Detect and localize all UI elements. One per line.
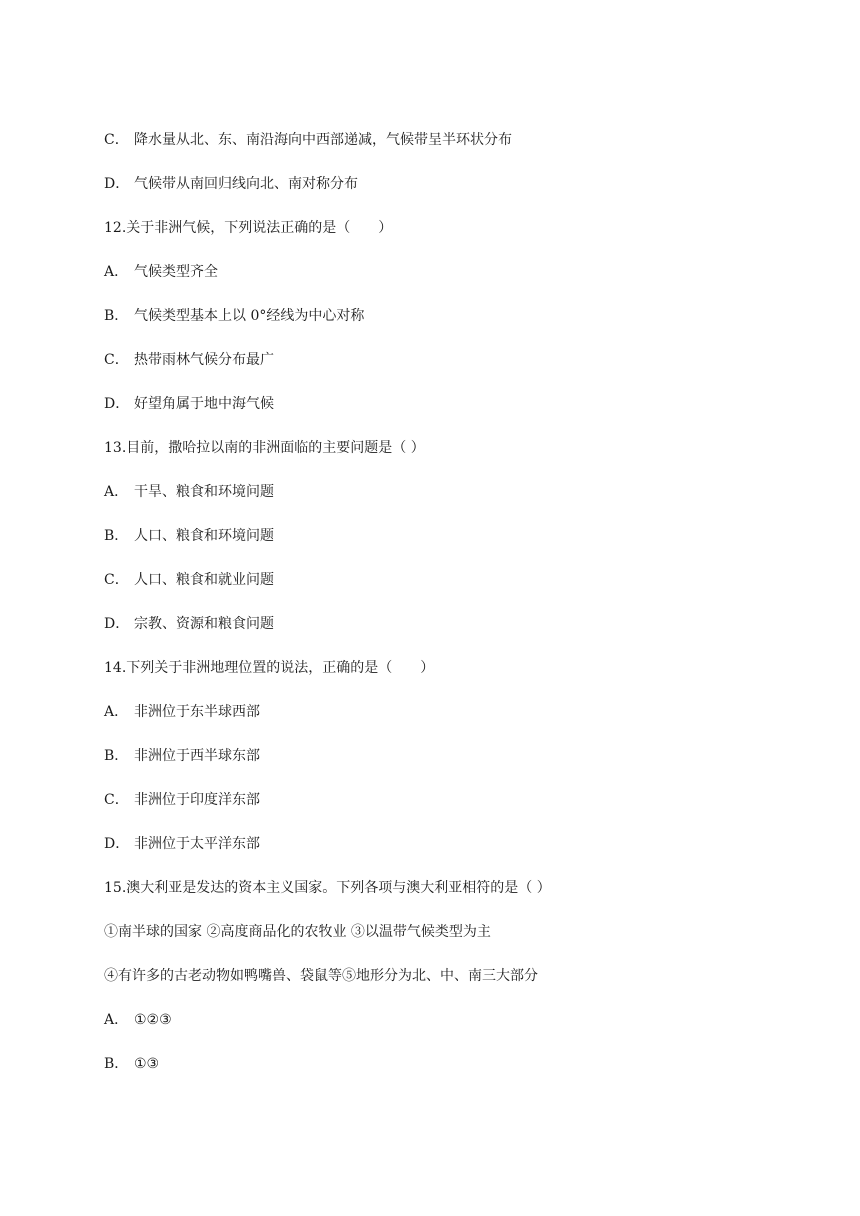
option-text: 降水量从北、东、南沿海向中西部递减，气候带呈半环状分布 — [134, 132, 512, 148]
option-letter: C． — [104, 352, 129, 368]
option-text: ①③ — [134, 1056, 160, 1072]
option-text: 非洲位于西半球东部 — [134, 748, 260, 764]
option-letter: B． — [104, 748, 129, 764]
option-text: 热带雨林气候分布最广 — [134, 352, 274, 368]
option-text: 人口、粮食和就业问题 — [134, 572, 274, 588]
q11-option-d — [104, 174, 358, 194]
option-text: 非洲位于印度洋东部 — [134, 792, 260, 808]
q13-option-a — [104, 482, 274, 502]
q11-option-c — [104, 130, 512, 150]
option-letter: A． — [104, 1012, 129, 1028]
option-text: 气候类型基本上以 0°经线为中心对称 — [134, 308, 365, 324]
q13-stem: 13.目前，撒哈拉以南的非洲面临的主要问题是（ ） — [104, 440, 425, 456]
q12-option-d — [104, 394, 274, 414]
option-letter: A． — [104, 484, 129, 500]
option-text: 宗教、资源和粮食问题 — [134, 616, 274, 632]
q13-option-d — [104, 614, 274, 634]
option-letter: D． — [104, 176, 130, 192]
option-letter: B． — [104, 528, 129, 544]
option-text: 气候类型齐全 — [134, 264, 218, 280]
option-letter: D． — [104, 396, 130, 412]
option-letter: A． — [104, 704, 129, 720]
q12-option-b — [104, 306, 364, 326]
q12-option-a — [104, 262, 218, 282]
option-text: 非洲位于太平洋东部 — [134, 836, 260, 852]
q12-option-c — [104, 350, 274, 370]
q14-option-c — [104, 790, 260, 810]
option-letter: D． — [104, 836, 130, 852]
option-letter: B． — [104, 1056, 129, 1072]
q14-option-a — [104, 702, 260, 722]
q15-statements-line-2: ④有许多的古老动物如鸭嘴兽、袋鼠等⑤地形分为北、中、南三大部分 — [104, 968, 538, 984]
option-text: ①②③ — [134, 1012, 172, 1028]
option-letter: B． — [104, 308, 129, 324]
option-text: 气候带从南回归线向北、南对称分布 — [134, 176, 358, 192]
option-text: 好望角属于地中海气候 — [134, 396, 274, 412]
q13-option-b — [104, 526, 274, 546]
option-letter: C． — [104, 132, 129, 148]
q15-statements-line-1: ①南半球的国家 ②高度商品化的农牧业 ③以温带气候类型为主 — [104, 924, 491, 940]
option-text: 干旱、粮食和环境问题 — [134, 484, 274, 500]
option-letter: C． — [104, 792, 129, 808]
option-letter: D． — [104, 616, 130, 632]
q14-option-b — [104, 746, 260, 766]
option-letter: A． — [104, 264, 129, 280]
option-text: 非洲位于东半球西部 — [134, 704, 260, 720]
option-letter: C． — [104, 572, 129, 588]
q13-option-c — [104, 570, 274, 590]
q15-stem: 15.澳大利亚是发达的资本主义国家。下列各项与澳大利亚相符的是（ ） — [104, 880, 551, 896]
q15-option-a — [104, 1010, 172, 1030]
q14-option-d — [104, 834, 260, 854]
q12-stem: 12.关于非洲气候，下列说法正确的是（ ） — [104, 220, 393, 236]
q15-option-b — [104, 1054, 159, 1074]
option-text: 人口、粮食和环境问题 — [134, 528, 274, 544]
q14-stem: 14.下列关于非洲地理位置的说法，正确的是（ ） — [104, 660, 435, 676]
